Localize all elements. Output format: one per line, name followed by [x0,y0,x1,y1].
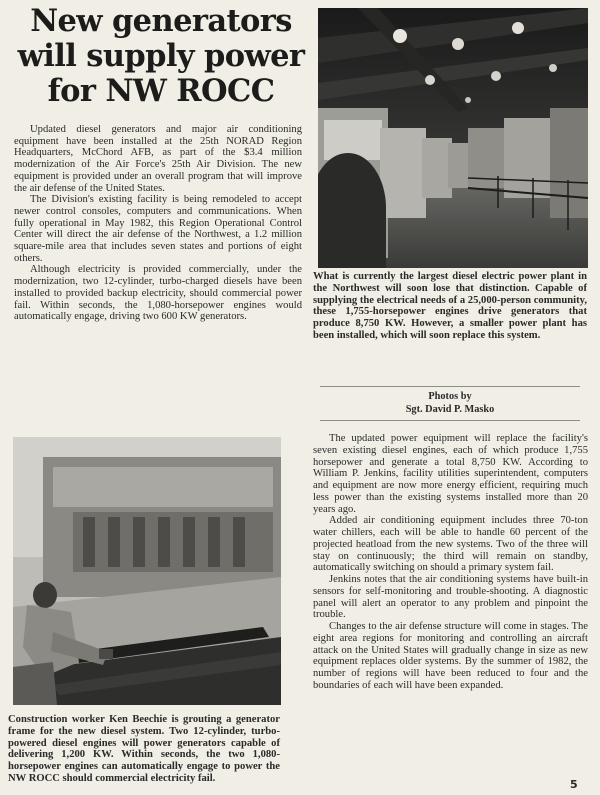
headline-line-1: New generators [30,3,292,39]
headline-line-3: for NW ROCC [47,73,275,109]
power-plant-photo-image [318,8,588,268]
right-article-paragraph: The updated power equipment will replace the facility's seven existing diesel engines, each of which produce 1,755 horsepower and generate a total 8,750 KW. According to William P. Jenkins, facility utilities superintendent, computers and equipment are now more energy efficient, requiring much less power than the existing systems installed more than 20 years ago. [313,433,588,515]
page-number: 5 [570,778,578,791]
photo-credit [320,390,580,416]
left-article-paragraph: Although electricity is provided commercially, under the modernization, two 12-cylinder, turbo-charged diesels have been installed to provided backup electricity, should commercial power fail. Within seconds, the 1,080-horsepower engines would automatically engage, driving two 600 KW generators. [14,264,302,323]
power-plant-caption [313,271,587,342]
grouting-caption-text: Construction worker Ken Beechie is grouting a generator frame for the new diesel system. Two 12-cylinder, turbo-powered diesel engines will power generators capable of delivering 1,200 KW. Within seconds, the two 1,080-horsepower engines can automatically engage to power the NW ROCC should commercial electricity fail. [8,714,280,784]
photo-credit-line-1: Photos by [428,391,472,402]
left-article-paragraph: The Division's existing facility is being remodeled to accept newer control consoles, computers and communications. When fully operational in May 1982, this Region Operational Control Center will direct the air defense of the Northwest, a 1.2 million square-mile area that includes seven states and portions of eight others. [14,194,302,264]
grouting-photo [13,437,281,705]
right-article-paragraph: Changes to the air defense structure will come in stages. The eight area regions for monitoring and controlling an aircraft attack on the United States will gradually change in size as new equipment replaces older systems. By the summer of 1982, the number of regions will have been reduced to four and the boundaries of each will have been expanded. [313,621,588,691]
right-article [313,433,588,692]
left-article [14,124,302,323]
grouting-photo-image [13,437,281,705]
right-article-paragraph: Jenkins notes that the air conditioning systems have built-in sensors for self-monitoring and trouble-shooting. A diagnostic panel will alert an operator to any problem and pinpoint the trouble. [313,574,588,621]
credit-divider-bottom [320,420,580,421]
headline [16,4,306,109]
credit-divider-top [320,386,580,387]
right-article-paragraph: Added air conditioning equipment includes three 70-ton water chillers, each will be able to handle 60 percent of the projected heatload from the new systems. Two of the three will stay on continuously; the third will remain on standby, automatically switching on should a primary system fail. [313,515,588,574]
power-plant-photo [318,8,588,268]
grouting-caption [8,714,280,785]
power-plant-caption-text: What is currently the largest diesel electric power plant in the Northwest will soon lose that distinction. Capable of supplying the electrical needs of a 25,000-person community, these 1,755-horsepower engines drive generators that produce 8,750 KW. However, a smaller power plant has been installed, which will soon replace this system. [313,271,587,341]
headline-line-2: will supply power [17,38,305,74]
photo-credit-line-2: Sgt. David P. Masko [405,404,495,415]
left-article-paragraph: Updated diesel generators and major air conditioning equipment have been installed at the 25th NORAD Region Headquarters, McChord AFB, as part of the $3.4 million modernization of the Air Force's 25th Air Division. The new equipment is provided under an overall program that will improve the air defense of the United States. [14,124,302,194]
